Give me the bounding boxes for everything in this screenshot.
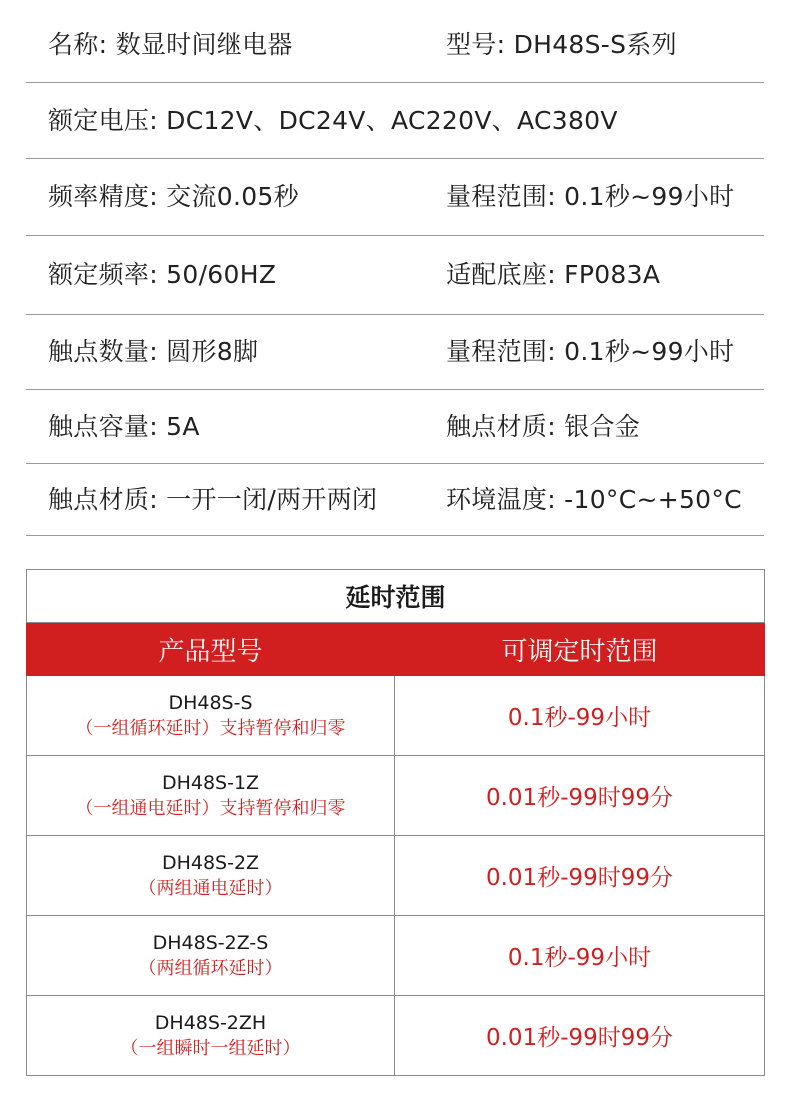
- table-row: [27, 836, 765, 916]
- spec-row: [26, 315, 764, 390]
- model-note: （两组通电延时）: [138, 877, 283, 899]
- spec-range: 量程范围: 0.1秒~99小时: [446, 337, 735, 366]
- table-row: [27, 996, 765, 1076]
- model-cell: [27, 916, 395, 996]
- spec-range: 量程范围: 0.1秒~99小时: [446, 182, 735, 211]
- model-note: （两组循环延时）: [138, 957, 283, 979]
- range-cell: 0.1秒-99小时: [395, 916, 765, 996]
- range-cell: 0.01秒-99时99分: [395, 996, 765, 1076]
- spec-contact-form: 触点材质: 一开一闭/两开两闭: [48, 484, 378, 514]
- model-name: DH48S-S: [168, 691, 253, 714]
- spec-name: 名称: 数显时间继电器: [48, 30, 293, 59]
- model-cell: [27, 996, 395, 1076]
- model-name: DH48S-2Z: [161, 851, 260, 874]
- spec-row: [26, 159, 764, 236]
- model-cell: [27, 756, 395, 836]
- model-name: DH48S-1Z: [161, 771, 260, 794]
- spec-contact-material: 触点材质: 银合金: [446, 411, 641, 441]
- column-header-range: 可调定时范围: [395, 623, 765, 676]
- spec-rated-frequency: 额定频率: 50/60HZ: [48, 260, 277, 289]
- spec-row: [26, 464, 764, 536]
- model-note: （一组瞬时一组延时）: [120, 1037, 301, 1059]
- range-cell: 0.01秒-99时99分: [395, 836, 765, 916]
- model-cell: [27, 836, 395, 916]
- table-row: [27, 916, 765, 996]
- range-cell: 0.01秒-99时99分: [395, 756, 765, 836]
- model-note: （一组通电延时）支持暂停和归零: [75, 797, 346, 819]
- spec-model: 型号: DH48S-S系列: [446, 30, 677, 59]
- spec-row: [26, 83, 764, 159]
- delay-range-table: [26, 569, 765, 1076]
- model-name: DH48S-2Z-S: [152, 931, 269, 954]
- spec-contact-count: 触点数量: 圆形8脚: [48, 337, 259, 366]
- spec-frequency-accuracy: 频率精度: 交流0.05秒: [48, 182, 299, 211]
- spec-row: [26, 236, 764, 315]
- spec-list: [26, 8, 764, 536]
- spec-row: [26, 8, 764, 83]
- spec-ambient-temperature: 环境温度: -10°C~+50°C: [446, 484, 742, 514]
- spec-rated-voltage: 额定电压: DC12V、DC24V、AC220V、AC380V: [48, 105, 618, 135]
- table-row: [27, 756, 765, 836]
- model-note: （一组循环延时）支持暂停和归零: [75, 717, 346, 739]
- model-cell: [27, 676, 395, 756]
- spec-row: [26, 390, 764, 464]
- table-title: 延时范围: [27, 570, 765, 623]
- spec-contact-capacity: 触点容量: 5A: [48, 411, 200, 441]
- table-row: [27, 676, 765, 756]
- range-cell: 0.1秒-99小时: [395, 676, 765, 756]
- column-header-model: 产品型号: [27, 623, 395, 676]
- model-name: DH48S-2ZH: [154, 1011, 267, 1034]
- spec-socket: 适配底座: FP083A: [446, 260, 661, 289]
